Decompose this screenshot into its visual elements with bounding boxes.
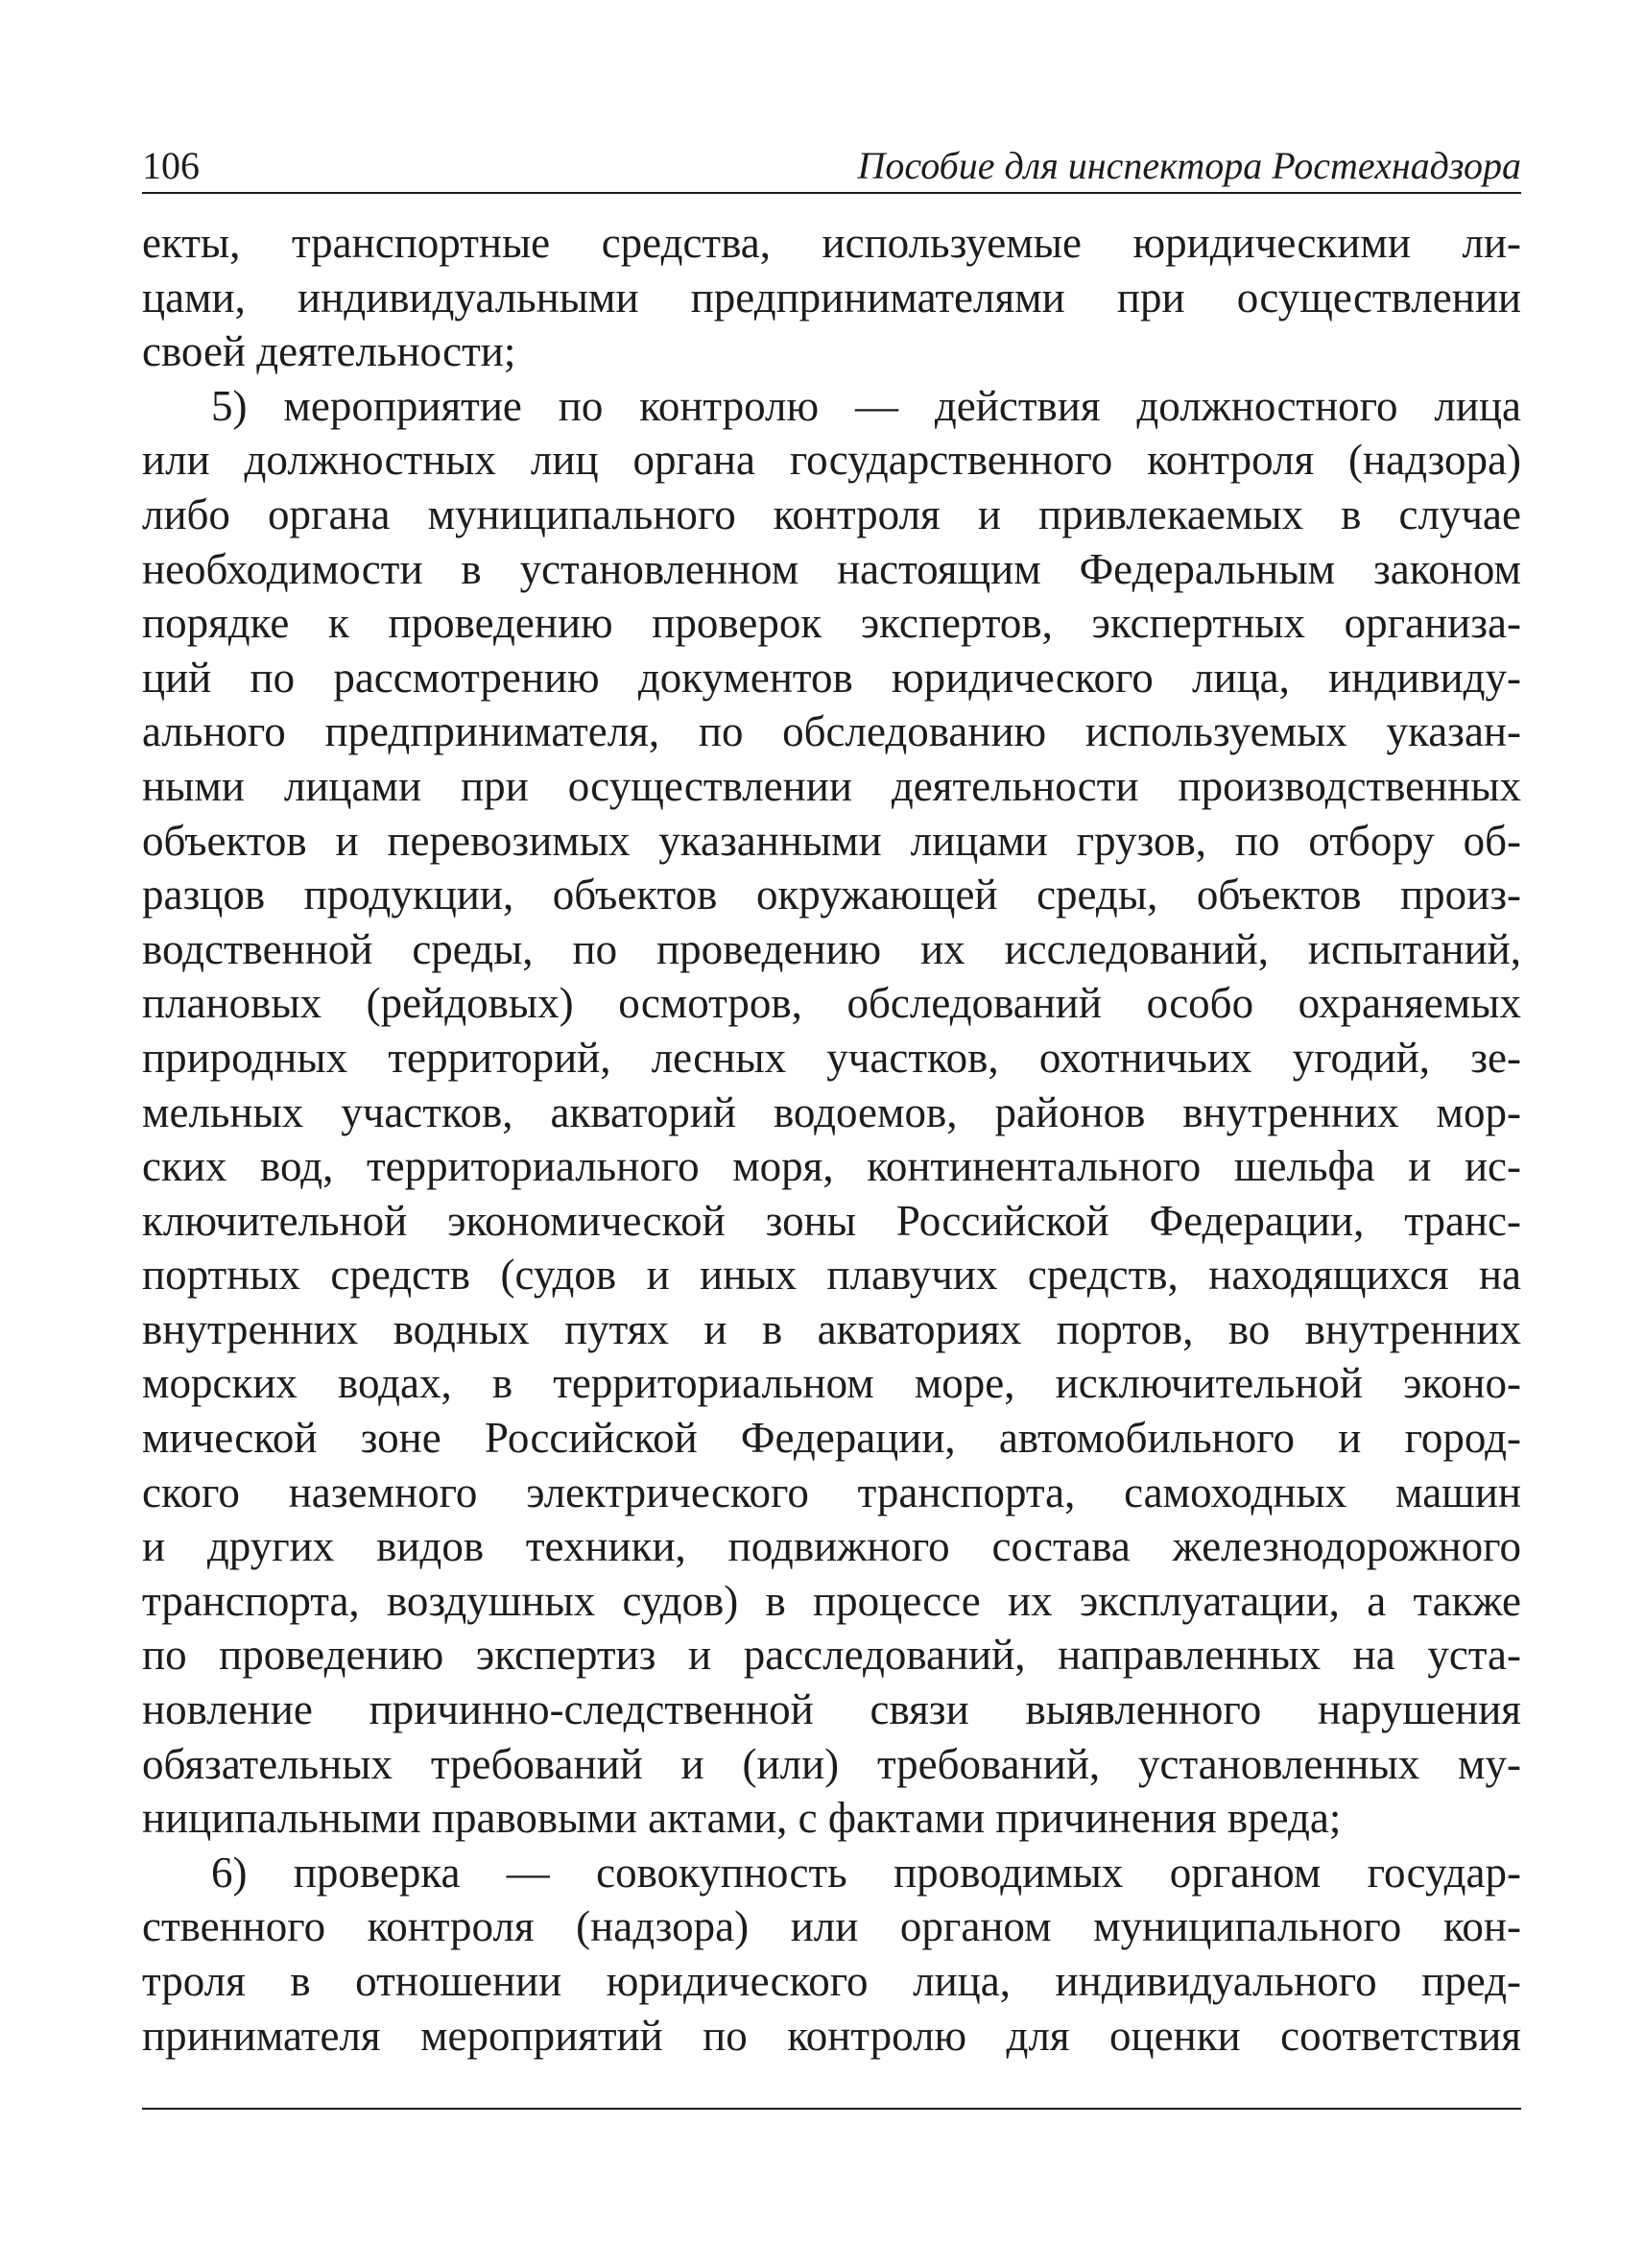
- text-line: внутренних водных путях и в акваториях портов, во внутренних: [142, 1304, 1521, 1353]
- text-line: ского наземного электрического транспорта, самоходных машин: [142, 1468, 1521, 1516]
- text-line: мельных участков, акваторий водоемов, районов внутренних мор-: [142, 1087, 1521, 1136]
- text-line: либо органа муниципального контроля и привлекаемых в случае: [142, 489, 1521, 538]
- text-line: природных территорий, лесных участков, охотничьих угодий, зе-: [142, 1033, 1521, 1082]
- text-line: необходимости в установленном настоящим Федеральным законом: [142, 544, 1521, 593]
- body-text: [142, 216, 1521, 2063]
- text-line: транспорта, воздушных судов) в процессе их эксплуатации, а также: [142, 1576, 1521, 1625]
- text-line: ального предпринимателя, по обследованию используемых указан-: [142, 707, 1521, 756]
- text-line: мической зоне Российской Федерации, автомобильного и город-: [142, 1414, 1521, 1463]
- text-line: разцов продукции, объектов окружающей среды, объектов произ-: [142, 871, 1521, 919]
- text-line: ключительной экономической зоны Российской Федерации, транс-: [142, 1196, 1521, 1245]
- text-line: портных средств (судов и иных плавучих средств, находящихся на: [142, 1251, 1521, 1300]
- text-line: обязательных требований и (или) требований, установленных му-: [142, 1739, 1521, 1788]
- text-line: новление причинно-следственной связи выявленного нарушения: [142, 1685, 1521, 1734]
- text-line: ными лицами при осуществлении деятельности производственных: [142, 761, 1521, 810]
- text-line: ственного контроля (надзора) или органом муниципального кон-: [142, 1902, 1521, 1951]
- footer-divider: [142, 2108, 1521, 2110]
- text-line: морских водах, в территориальном море, исключительной эконо-: [142, 1359, 1521, 1408]
- text-line: цами, индивидуальными предпринимателями при осуществлении: [142, 273, 1521, 322]
- paragraph-5-first-line: 5) мероприятие по контролю — действия должностного лица: [211, 381, 1521, 430]
- text-line: водственной среды, по проведению их исследований, испытаний,: [142, 924, 1521, 973]
- paragraph-6-first-line: 6) проверка — совокупность проводимых органом государ-: [211, 1848, 1521, 1897]
- text-line: ских вод, территориального моря, континентального шельфа и ис-: [142, 1142, 1521, 1191]
- text-line: по проведению экспертиз и расследований, направленных на уста-: [142, 1631, 1521, 1680]
- text-line: ций по рассмотрению документов юридического лица, индивиду-: [142, 653, 1521, 702]
- text-line: екты, транспортные средства, используемые юридическими ли-: [142, 219, 1521, 267]
- text-line: своей деятельности;: [142, 327, 516, 376]
- page-number: 106: [142, 144, 200, 187]
- running-title: Пособие для инспектора Ростехнадзора: [857, 144, 1521, 187]
- text-line: и других видов техники, подвижного состава железнодорожного: [142, 1522, 1521, 1571]
- text-line: троля в отношении юридического лица, индивидуального пред-: [142, 1957, 1521, 2005]
- running-head: [142, 142, 1521, 194]
- text-line: принимателя мероприятий по контролю для оценки соответствия: [142, 2011, 1521, 2060]
- text-line: или должностных лиц органа государственного контроля (надзора): [142, 436, 1521, 485]
- text-line: объектов и перевозимых указанными лицами грузов, по отбору об-: [142, 816, 1521, 865]
- text-line: плановых (рейдовых) осмотров, обследований особо охраняемых: [142, 979, 1521, 1028]
- text-line: порядке к проведению проверок экспертов, экспертных организа-: [142, 599, 1521, 648]
- text-line: ниципальными правовыми актами, с фактами причинения вреда;: [142, 1794, 1342, 1843]
